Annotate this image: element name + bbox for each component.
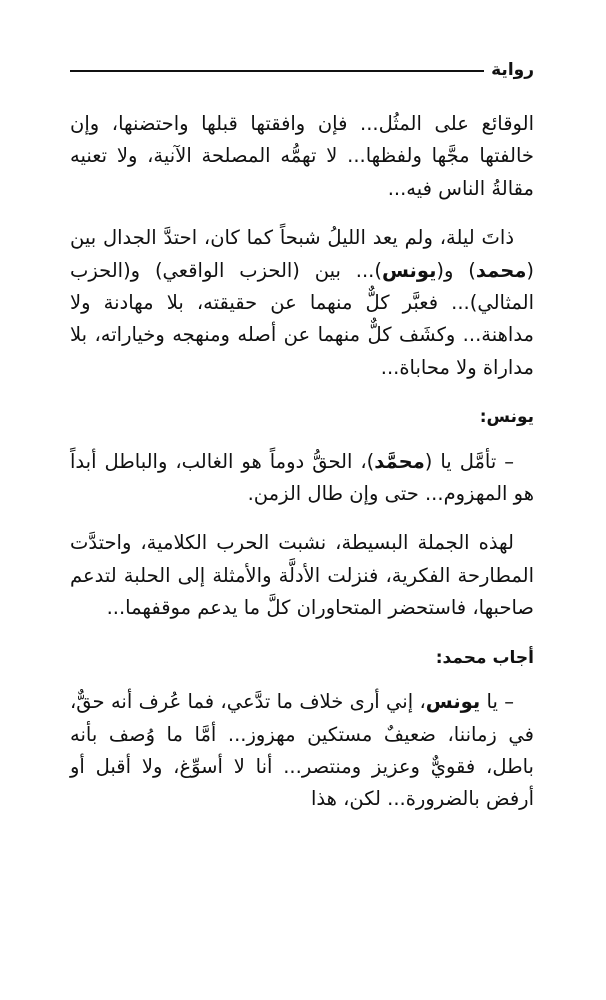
name-yunus: يونس bbox=[381, 258, 437, 282]
paragraph-1: الوقائع على المثُل... فإن وافقتها قبلها واحتضنها، وإن خالفتها مجَّها ولفظها... لا تهمُّه المصلحة الآنية، ولا تعنيه مقالةُ الناس فيه... bbox=[70, 112, 534, 200]
speech2-part2: ، إني أرى خلاف ما تدَّعي، فما عُرف أنه حقٌّ، في زماننا، ضعيفٌ مستكين مهزوز... أمَّا ما وُصف بأنه باطل، فقويٌّ وعزيز ومنتصر... أنا لا أسوِّغ، ولا أقبل أو أرفض بالضرورة... لكن، هذا bbox=[70, 690, 534, 811]
paragraph-2-part3: )... بين (الحزب الواقعي) و(الحزب المثالي)... فعبَّر كلٌّ منهما عن حقيقته، بلا مهادنة ولا مداهنة... وكشَف كلٌّ منهما عن أصله ومنهجه وخياراته، بلا مداراة ولا محاباة... bbox=[70, 258, 534, 379]
paragraph-yunus-speech bbox=[70, 446, 534, 511]
paragraph-muhammad-speech bbox=[70, 686, 534, 816]
name-yunus-2: يونس bbox=[425, 690, 481, 714]
body-text bbox=[70, 108, 534, 833]
paragraph-5: لهذه الجملة البسيطة، نشبت الحرب الكلامية، واحتدَّت المطارحة الفكرية، فنزلت الأدلَّة والأمثلة إلى الحلبة لتدعم صاحبها، فاستحضر المتحاوران كلَّ ما يدعم موقفهما... bbox=[70, 531, 534, 620]
paragraph-2-part1: ذاتَ ليلة، ولم يعد الليلُ شبحاً كما كان، احتدَّ الجدال بين ( bbox=[70, 226, 534, 282]
paragraph-2-part2: ) و( bbox=[436, 258, 476, 282]
speech2-part1: – يا bbox=[480, 690, 515, 714]
name-muhammad-2: محمَّد bbox=[374, 449, 425, 473]
header-rule bbox=[70, 70, 484, 72]
paragraph-2 bbox=[70, 222, 534, 384]
speaker-muhammad: أجاب محمد: bbox=[435, 647, 534, 668]
name-muhammad: محمد bbox=[475, 258, 527, 282]
page-header bbox=[70, 58, 534, 82]
speech-part1: – تأمَّل يا ( bbox=[424, 449, 515, 473]
speaker-yunus: يونس: bbox=[479, 407, 534, 428]
header-title: رواية bbox=[491, 60, 534, 80]
speech-part2: )، الحقُّ دوماً هو الغالب، والباطل أبداً هو المهزوم... حتى وإن طال الزمن. bbox=[70, 449, 534, 506]
